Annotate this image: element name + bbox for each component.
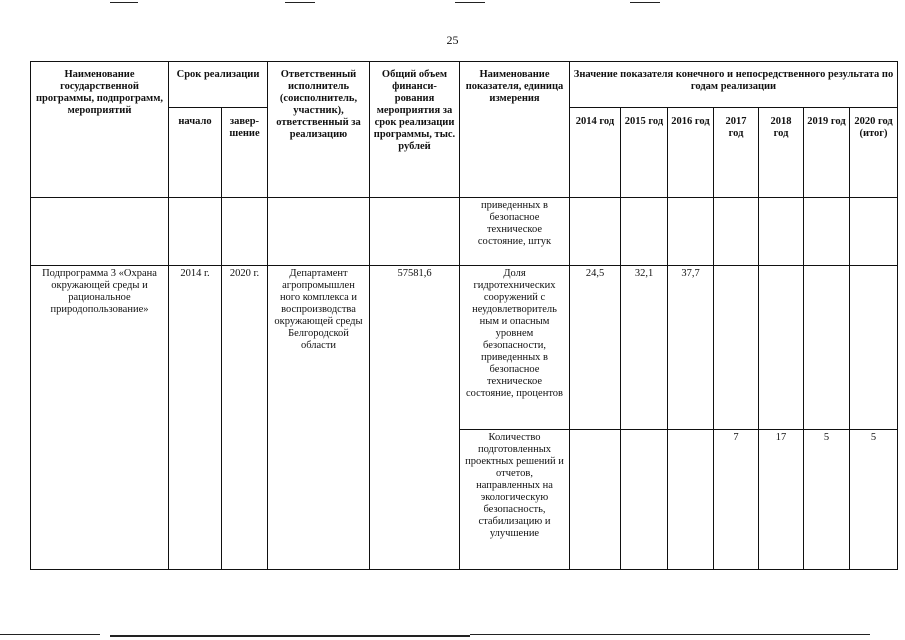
program-cell — [31, 198, 169, 266]
value-2015 — [621, 430, 668, 570]
indicators-table — [30, 61, 898, 570]
value-2019 — [804, 198, 850, 266]
end-cell — [222, 198, 268, 266]
header-program-name: Наименование государственной программы, подпрограмм, мероприятий — [31, 62, 169, 198]
indicator-cell: приведенных в безопасное техническое состояние, штук — [460, 198, 570, 266]
value-2014: 24,5 — [570, 266, 621, 430]
header-year-2016: 2016 год — [668, 108, 714, 198]
value-2017 — [714, 266, 759, 430]
header-period: Срок реализации — [169, 62, 268, 108]
value-2015: 32,1 — [621, 266, 668, 430]
funding-cell: 57581,6 — [370, 266, 460, 570]
value-2016 — [668, 430, 714, 570]
value-2020: 5 — [850, 430, 898, 570]
value-2018 — [759, 266, 804, 430]
header-indicator: Наименование показателя, единица измерения — [460, 62, 570, 198]
value-2018 — [759, 198, 804, 266]
indicator-cell: Количество подготовленных проектных решений и отчетов, направленных на экологическую безопасность, стабилизацию и улучшение — [460, 430, 570, 570]
bottom-scan-line-1 — [0, 634, 100, 635]
top-scan-line-4 — [630, 2, 660, 3]
header-responsible: Ответственный исполнитель (соисполнитель, участник), ответственный за реализацию — [268, 62, 370, 198]
top-scan-line-2 — [285, 2, 315, 3]
header-period-end: завер-шение — [222, 108, 268, 198]
bottom-scan-line-3 — [470, 634, 870, 635]
value-2016: 37,7 — [668, 266, 714, 430]
top-scan-line-1 — [110, 2, 138, 3]
top-scan-line-3 — [455, 2, 485, 3]
header-year-2018: 2018 год — [759, 108, 804, 198]
header-year-2014: 2014 год — [570, 108, 621, 198]
value-2019: 5 — [804, 430, 850, 570]
header-year-2020: 2020 год (итог) — [850, 108, 898, 198]
value-2017: 7 — [714, 430, 759, 570]
value-2020 — [850, 198, 898, 266]
value-2017 — [714, 198, 759, 266]
header-year-2015: 2015 год — [621, 108, 668, 198]
funding-cell — [370, 198, 460, 266]
indicator-cell: Доля гидротехнических сооружений с неудовлетворитель ным и опасным уровнем безопасности, приведенных в безопасное техническое состояние, процентов — [460, 266, 570, 430]
value-2015 — [621, 198, 668, 266]
table-row — [31, 198, 898, 266]
responsible-cell: Департамент агропромышлен ного комплекса и воспроизводства окружающей среды Белгородской области — [268, 266, 370, 570]
header-results: Значение показателя конечного и непосредственного результата по годам реализации — [570, 62, 898, 108]
page-number: 25 — [446, 33, 459, 47]
value-2019 — [804, 266, 850, 430]
start-cell: 2014 г. — [169, 266, 222, 570]
header-year-2017: 2017 год — [714, 108, 759, 198]
value-2018: 17 — [759, 430, 804, 570]
end-cell: 2020 г. — [222, 266, 268, 570]
responsible-cell — [268, 198, 370, 266]
header-year-2019: 2019 год — [804, 108, 850, 198]
bottom-scan-line-2 — [110, 635, 470, 637]
table-row — [31, 266, 898, 430]
start-cell — [169, 198, 222, 266]
program-cell: Подпрограмма 3 «Охрана окружающей среды и рациональное природопользование» — [31, 266, 169, 570]
value-2020 — [850, 266, 898, 430]
header-period-start: начало — [169, 108, 222, 198]
header-funding: Общий объем финанси-рования мероприятия за срок реализации программы, тыс. рублей — [370, 62, 460, 198]
value-2014 — [570, 198, 621, 266]
value-2014 — [570, 430, 621, 570]
value-2016 — [668, 198, 714, 266]
